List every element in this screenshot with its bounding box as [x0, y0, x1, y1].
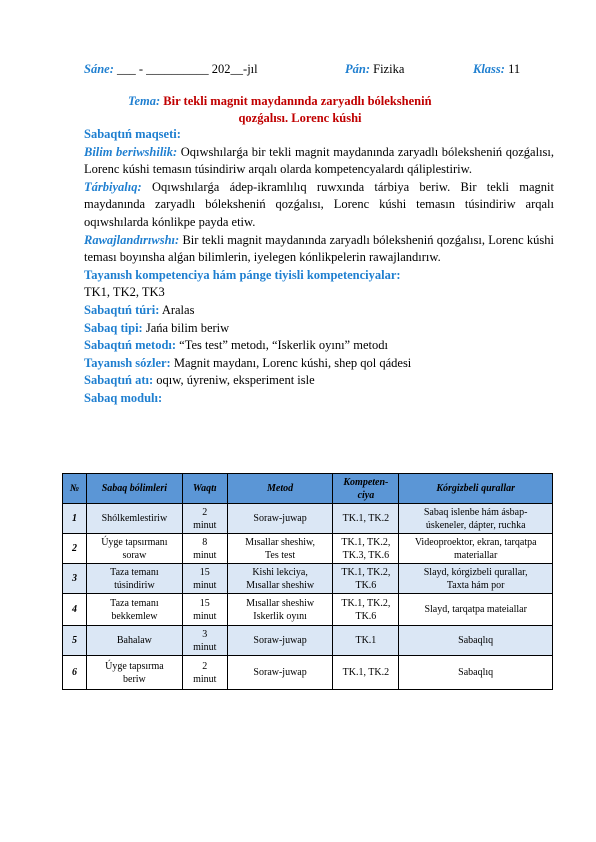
table-cell-col-number: 1 — [63, 504, 87, 534]
table-row — [63, 534, 553, 564]
table-cell-col-tools: Sabaqlıq — [399, 656, 553, 690]
lesson-method — [84, 337, 554, 355]
table-cell-col-section: Úyge tapsırmanı soraw — [86, 534, 182, 564]
table-row — [63, 564, 553, 594]
upbringing-goal-text: Oqıwshılarǵa ádep-ikramlılıq ruwxında tárbiya beriw. Bir tekli magnit maydanında zaryadlı bóleksheniń qozǵalısı, Lorenc kúshi temasın túsindiriw arqalı oqıwshılarda kónlikpe payda etiw. — [84, 179, 555, 229]
table-header-col-section: Sabaq bólimleri — [86, 474, 182, 504]
topic-label: Tema: — [128, 94, 161, 108]
lesson-type — [84, 302, 554, 320]
lesson-method-label: Sabaqtıń metodı: — [84, 338, 177, 353]
goal-title: Sabaqtıń maqseti: — [84, 127, 181, 141]
table-row — [63, 504, 553, 534]
key-words-value: Magnit maydanı, Lorenc kúshi, shep qol qádesi — [173, 355, 412, 370]
educational-goal-text: Oqıwshılarǵa bir tekli magnit maydanında zaryadlı bóleksheniń qozǵalısı, Lorenc kúshi temasın túsindiriw arqalı olarda kompetencyalardı qáliplestiriw. — [84, 144, 555, 177]
topic-line-1 — [0, 94, 596, 109]
competency-title: Tayanısh kompetenciya hám pánge tiyisli kompetenciyalar: — [84, 267, 401, 282]
table-cell-col-time: 3 minut — [182, 626, 227, 656]
table-cell-col-method: Soraw-juwap — [227, 656, 333, 690]
lesson-method-value: “Tes test” metodı, “Iskerlik oyını” metodı — [179, 338, 388, 353]
table-cell-col-tools: Slayd, tarqatpa mateiallar — [399, 594, 553, 626]
class-label: Klass: — [473, 62, 505, 76]
developmental-goal — [84, 232, 554, 267]
table-cell-col-section: Bahalaw — [86, 626, 182, 656]
table-cell-col-method: Mısallar sheshiw Iskerlik oyını — [227, 594, 333, 626]
table-cell-col-tools: Sabaq islenbe hám ásbap- úskeneler, dápter, ruchka — [399, 504, 553, 534]
lesson-name — [84, 372, 554, 390]
lesson-details — [84, 126, 554, 408]
educational-goal — [84, 144, 554, 179]
table-row — [63, 626, 553, 656]
upbringing-goal-label: Tárbiyalıq: — [84, 179, 142, 194]
subject-label: Pán: — [345, 62, 370, 76]
table-header-row — [63, 474, 553, 504]
table-row — [63, 656, 553, 690]
table-cell-col-competency: TK.1, TK.2 — [333, 656, 399, 690]
table-header-col-competency: Kompeten- ciya — [333, 474, 399, 504]
developmental-goal-label: Rawajlandırıwshı: — [84, 232, 180, 247]
key-words-label: Tayanısh sózler: — [84, 355, 171, 370]
table-cell-col-time: 15 minut — [182, 594, 227, 626]
competency-value: TK1, TK2, TK3 — [84, 285, 165, 300]
table-header-col-method: Metod — [227, 474, 333, 504]
table-cell-col-method: Soraw-juwap — [227, 626, 333, 656]
table-cell-col-time: 2 minut — [182, 656, 227, 690]
table-cell-col-time: 2 minut — [182, 504, 227, 534]
lesson-type-value: Aralas — [161, 302, 195, 317]
table-cell-col-section: Úyge tapsırma beriw — [86, 656, 182, 690]
table-cell-col-number: 6 — [63, 656, 87, 690]
upbringing-goal — [84, 179, 554, 232]
table-header-col-number: № — [63, 474, 87, 504]
table-cell-col-competency: TK.1 — [333, 626, 399, 656]
table-cell-col-method: Soraw-juwap — [227, 504, 333, 534]
table-cell-col-method: Kishi lekciya, Mısallar sheshiw — [227, 564, 333, 594]
table-cell-col-number: 5 — [63, 626, 87, 656]
lesson-name-label: Sabaqtıń atı: — [84, 373, 154, 388]
table-cell-col-competency: TK.1, TK.2 — [333, 504, 399, 534]
module-title: Sabaq modulı: — [84, 390, 163, 405]
table-cell-col-competency: TK.1, TK.2, TK.6 — [333, 564, 399, 594]
date-value: ___ - __________ 202__-jıl — [117, 62, 258, 76]
table-cell-col-number: 4 — [63, 594, 87, 626]
class-field — [473, 62, 520, 77]
table-cell-col-method: Mısallar sheshiw, Tes test — [227, 534, 333, 564]
date-label: Sáne: — [84, 62, 114, 76]
subject-field — [345, 62, 404, 77]
lesson-name-value: oqıw, úyreniw, eksperiment isle — [156, 373, 315, 388]
lesson-type-label: Sabaqtıń túri: — [84, 302, 160, 317]
table-cell-col-number: 3 — [63, 564, 87, 594]
lesson-kind-label: Sabaq tipi: — [84, 320, 143, 335]
class-value: 11 — [508, 62, 521, 76]
table-cell-col-section: Taza temanı bekkemlew — [86, 594, 182, 626]
table-cell-col-number: 2 — [63, 534, 87, 564]
table-cell-col-tools: Slayd, kórgizbeli qurallar, Taxta hám por — [399, 564, 553, 594]
lesson-module-table — [62, 473, 553, 690]
lesson-kind — [84, 320, 554, 338]
key-words — [84, 355, 554, 373]
table-header-col-tools: Kórgizbeli qurallar — [399, 474, 553, 504]
table-cell-col-tools: Videoproektor, ekran, tarqatpa materiallar — [399, 534, 553, 564]
table-cell-col-time: 8 minut — [182, 534, 227, 564]
date-field — [84, 62, 258, 77]
educational-goal-label: Bilim beriwshilik: — [84, 144, 178, 159]
table-cell-col-time: 15 minut — [182, 564, 227, 594]
table-row — [63, 594, 553, 626]
table-cell-col-section: Taza temanı túsindiriw — [86, 564, 182, 594]
table-header-col-time: Waqtı — [182, 474, 227, 504]
table-cell-col-tools: Sabaqlıq — [399, 626, 553, 656]
table-cell-col-section: Shólkemlestiriw — [86, 504, 182, 534]
developmental-goal-text: Bir tekli magnit maydanında zaryadlı bóleksheniń qozǵalısı, Lorenc kúshi teması boyınsha alǵan bilimlerin, iyelegen kónlikpelerin rawajlandırıw. — [84, 232, 554, 265]
topic-text-1: Bir tekli magnit maydanında zaryadlı bóleksheniń — [163, 94, 432, 108]
subject-value: Fizika — [373, 62, 405, 76]
table-cell-col-competency: TK.1, TK.2, TK.6 — [333, 594, 399, 626]
lesson-kind-value: Jańa bilim beriw — [145, 320, 230, 335]
topic-line-2: qozǵalısı. Lorenc kúshi — [238, 111, 362, 125]
table-cell-col-competency: TK.1, TK.2, TK.3, TK.6 — [333, 534, 399, 564]
